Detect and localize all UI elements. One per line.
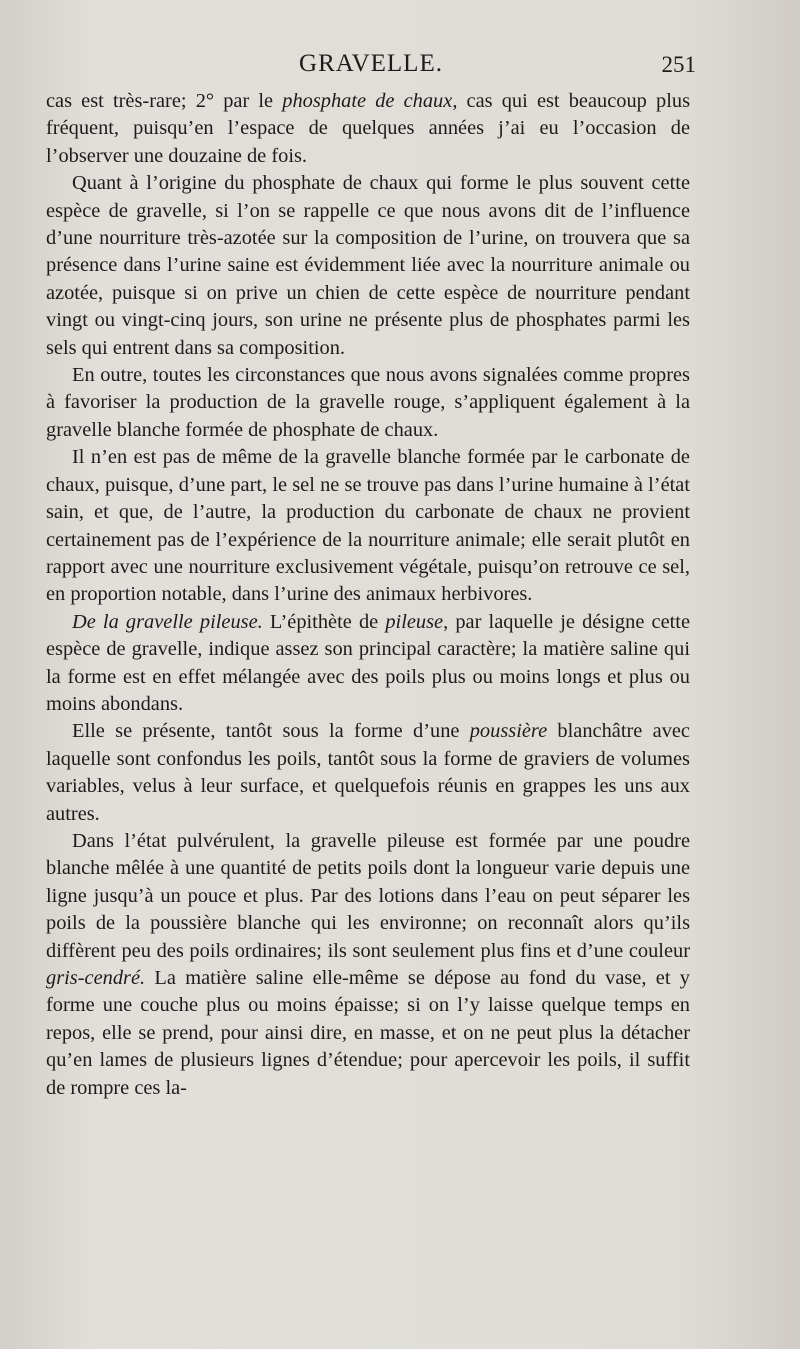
paragraph-7 (46, 828, 690, 1102)
italic-run: poussière (469, 720, 548, 743)
text-run: Dans l’état pulvérulent, la gravelle pileuse est formée par une poudre blanche mêlée à une quantité de petits poils dont la longueur varie depuis une ligne jusqu’à un pouce et plus. Par des lotions dans l’eau on peut séparer les poils de la poussière blanche qui les environne; on reconnaît alors qu’ils diffèrent peu des poils ordinaires; ils sont seulement plus fins et d’une couleur (46, 829, 690, 962)
text-run: , par laquelle je désigne cette espèce de gravelle, indique assez son principal caractère; la matière saline qui la forme est en effet mélangée avec des poils plus ou moins longs et plus ou moins abondans. (46, 610, 690, 715)
text-run: cas est très-rare; 2° par le (46, 90, 283, 112)
text-run: blanchâtre avec laquelle sont confondus les poils, tantôt sous la forme de graviers de volumes variables, velus à leur surface, et quelquefois réunis en grappes les uns aux autres. (46, 720, 690, 825)
text-run: La matière saline elle-même se dépose au fond du vase, et y forme une couche plus ou moins épaisse; si on l’y laisse quelque temps en repos, elle se prend, pour ainsi dire, en masse, et on ne peut plus la détacher qu’en lames de plusieurs lignes d’étendue; pour apercevoir les poils, il suffit de rompre ces la- (46, 967, 690, 1099)
text-run: Elle se présente, tantôt sous la forme d’une (72, 720, 470, 743)
paragraph-1 (46, 88, 690, 170)
text-run: L’épithète de (262, 610, 386, 633)
paragraph-5 (46, 609, 690, 719)
italic-run: pileuse (385, 610, 444, 633)
running-head (46, 50, 696, 84)
italic-run: gris-cendré. (46, 967, 146, 989)
paragraph-4: Il n’en est pas de même de la gravelle blanche formée par le carbonate de chaux, puisque, d’une part, le sel ne se trouve pas dans l’urine humaine à l’état sain, et que, de l’autre, la production du carbonate de chaux ne provient certainement pas de l’expérience de la nourriture animale; elle serait plutôt en rapport avec une nourriture exclusivement végétale, puisqu’on retrouve ce sel, en proportion notable, dans l’urine des animaux herbivores. (46, 446, 690, 606)
body-text (46, 88, 690, 1102)
page-number: 251 (661, 52, 696, 77)
section-heading-italic: De la gravelle pileuse. (72, 610, 263, 633)
paragraph-6 (46, 718, 690, 828)
paragraph-2: Quant à l’origine du phosphate de chaux qui forme le plus souvent cette espèce de gravelle, si l’on se rappelle ce que nous avons dit de l’influence d’une nourriture très-azotée sur la composition de l’urine, on trouvera que sa présence dans l’urine saine est évidemment liée avec la nourriture animale ou azotée, puisque si on prive un chien de cette espèce de nourriture pendant vingt ou vingt-cinq jours, son urine ne présente plus de phosphates parmi les sels qui entrent dans sa composition. (46, 172, 690, 359)
paragraph-3: En outre, toutes les circonstances que nous avons signalées comme propres à favoriser la production de la gravelle rouge, s’appliquent également à la gravelle blanche formée de phosphate de chaux. (46, 364, 690, 441)
italic-run: phosphate de chaux (282, 90, 453, 112)
running-title: GRAVELLE. (299, 50, 443, 77)
text-run: , cas qui est beaucoup plus fréquent, puisqu’en l’espace de quelques années j’ai eu l’occasion de l’observer une douzaine de fois. (46, 90, 691, 167)
